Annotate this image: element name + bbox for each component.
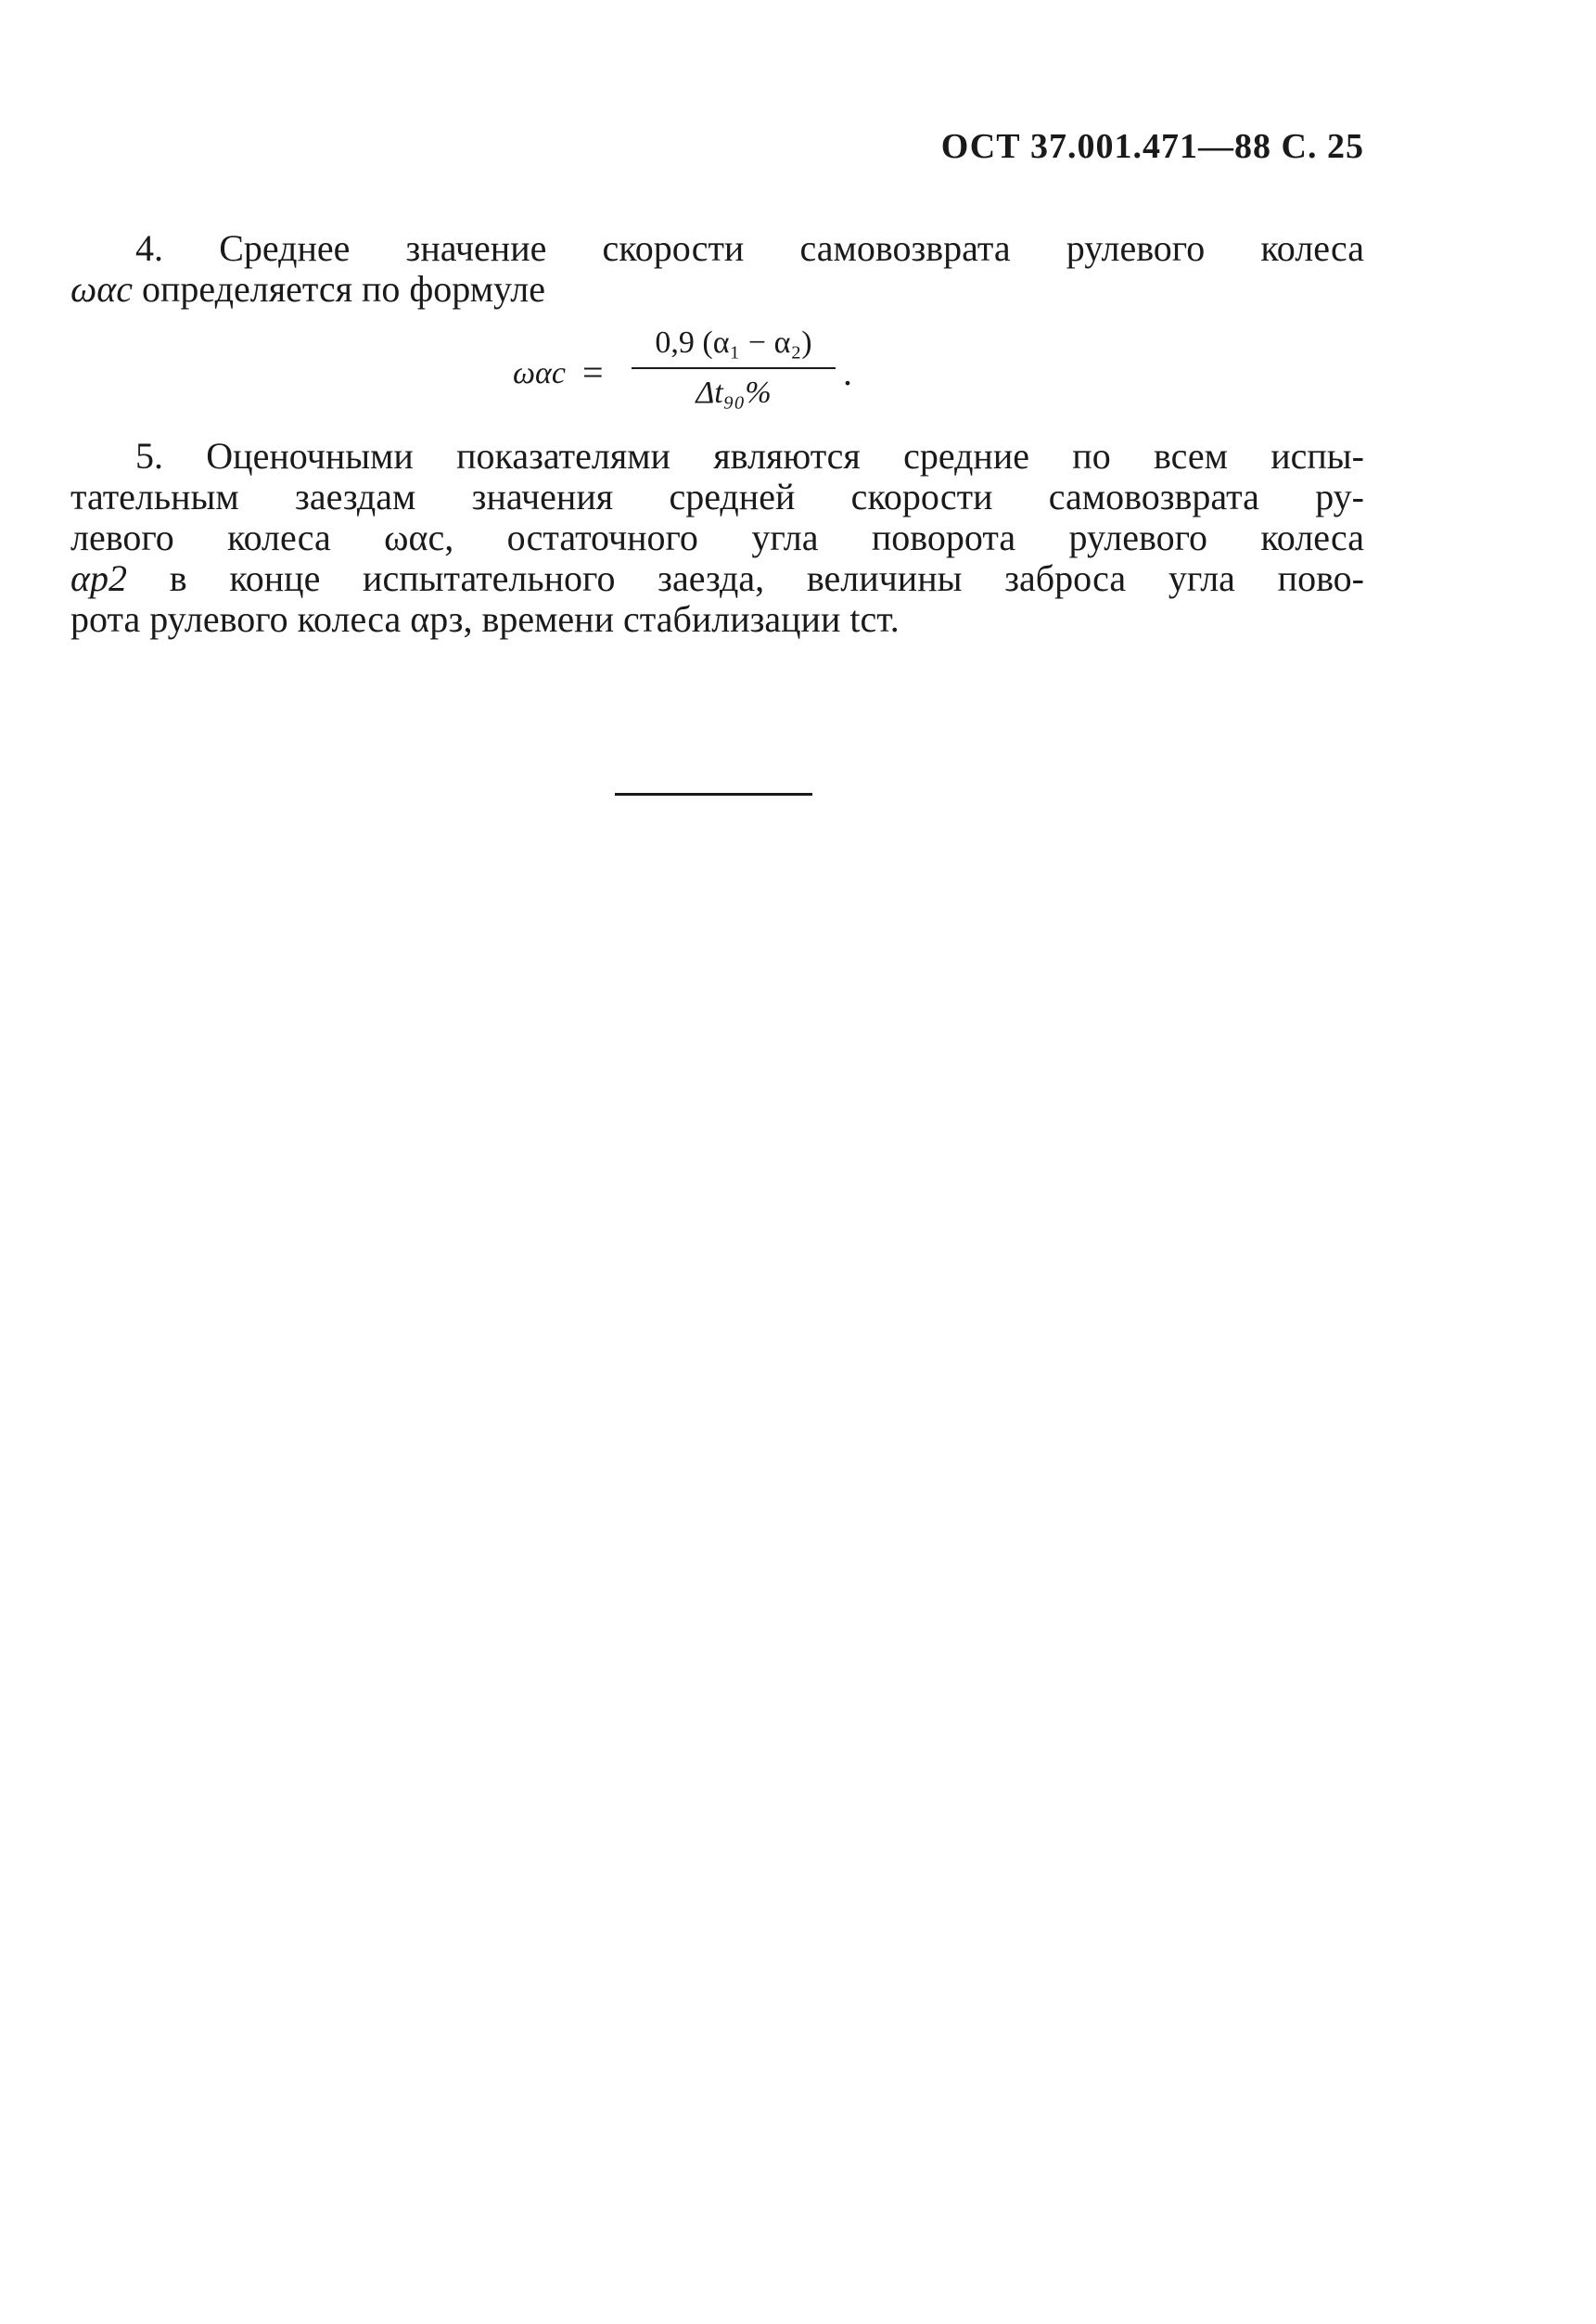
formula-period: . <box>843 351 852 393</box>
formula-equals: = <box>582 351 604 393</box>
formula-lhs: ωαс <box>513 356 566 390</box>
formula-numerator: 0,9 (α₁ − α₂) <box>655 326 812 360</box>
paragraph-5-line-4-text: в конце испытательного заезда, величины заброса угла пово- <box>127 557 1364 599</box>
paragraph-5-line-2: тательным заездам значения средней скорости самовозврата ру- <box>70 476 1364 517</box>
paragraph-5 <box>70 436 1364 640</box>
end-rule <box>615 793 812 796</box>
paragraph-5-line-5: рота рулевого колеса αрз, времени стабилизации tст. <box>70 598 900 640</box>
fraction-bar <box>632 367 836 369</box>
alpha-p2-symbol: αр2 <box>70 557 127 599</box>
paragraph-4 <box>70 228 1364 310</box>
formula <box>513 323 884 425</box>
omega-symbol: ωαс <box>70 268 133 310</box>
formula-denominator: Δt₉₀% <box>696 376 772 410</box>
paragraph-4-line-2-text: определяется по формуле <box>133 268 545 310</box>
document-header: ОСТ 37.001.471—88 С. 25 <box>940 127 1364 166</box>
paragraph-4-line-1: 4. Среднее значение скорости самовозврата рулевого колеса <box>135 227 1364 269</box>
paragraph-5-line-4 <box>70 558 1364 599</box>
formula-fraction <box>632 323 836 414</box>
paragraph-4-line-2 <box>70 269 1364 310</box>
paragraph-5-line-3: левого колеса ωαс, остаточного угла поворота рулевого колеса <box>70 517 1364 558</box>
paragraph-5-line-1: 5. Оценочными показателями являются средние по всем испы- <box>135 435 1364 477</box>
